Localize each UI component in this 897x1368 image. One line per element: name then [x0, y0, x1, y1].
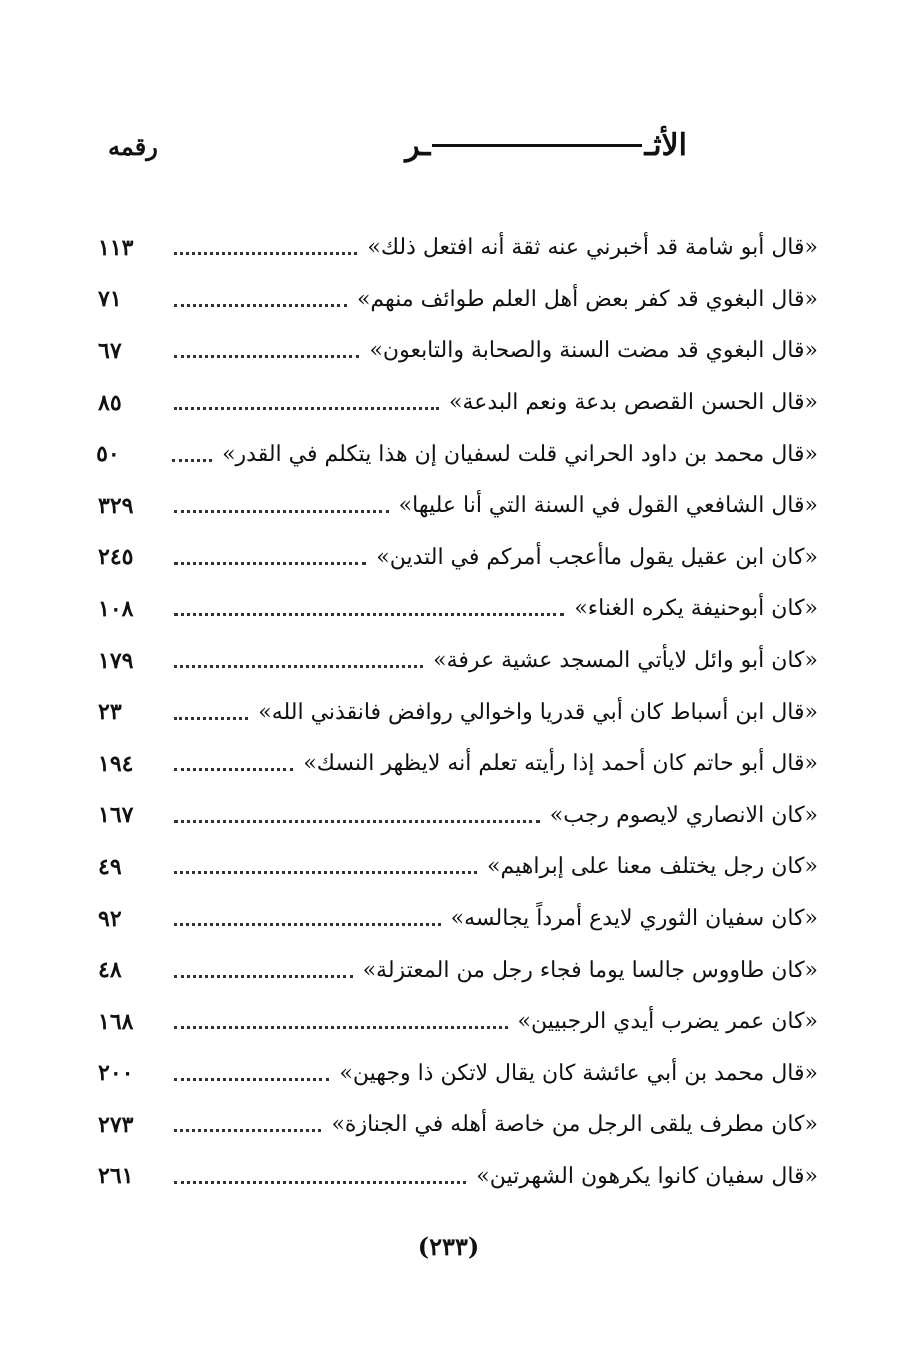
dot-leader [174, 252, 357, 255]
entry-text: «قال سفيان كانوا يكرهون الشهرتين» [476, 1163, 818, 1189]
entry-text: «كان طاووس جالسا يوما فجاء رجل من المعتزلة» [362, 957, 818, 983]
entry-text: «قال أبو حاتم كان أحمد إذا رأيته تعلم أنه لايظهر النسك» [303, 751, 818, 777]
dot-leader [174, 975, 353, 978]
index-entry [98, 480, 818, 532]
index-entry [98, 428, 818, 480]
entry-number: ١٩٤ [98, 750, 134, 777]
entry-text: «كان عمر يضرب أيدي الرجبيين» [517, 1009, 818, 1035]
entry-number: ٢٠٠ [98, 1060, 134, 1087]
index-entry [98, 686, 818, 738]
entry-number: ١٦٧ [98, 802, 134, 829]
index-entry [98, 893, 818, 945]
entry-number: ١٦٨ [98, 1008, 134, 1035]
column-title-end: ـر [405, 128, 431, 163]
index-entry [98, 1151, 818, 1203]
entry-number: ٧١ [98, 286, 122, 313]
kashida-stretch [432, 144, 642, 147]
dot-leader [174, 562, 366, 565]
entry-text: «قال محمد بن داود الحراني قلت لسفيان إن هذا يتكلم في القدر» [222, 441, 818, 467]
index-entry [98, 841, 818, 893]
dot-leader [174, 820, 540, 823]
column-title-athar [405, 128, 687, 163]
entry-number: ٢٣ [98, 699, 122, 726]
index-entry [98, 944, 818, 996]
entry-text: «كان مطرف يلقى الرجل من خاصة أهله في الجنازة» [331, 1112, 818, 1138]
page-header [100, 118, 797, 178]
dot-leader [172, 459, 212, 462]
dot-leader [174, 510, 389, 513]
index-entry [98, 325, 818, 377]
dot-leader [174, 665, 423, 668]
dot-leader [174, 1129, 321, 1132]
entry-number: ٦٧ [98, 337, 122, 364]
dot-leader [174, 871, 477, 874]
index-entry [98, 996, 818, 1048]
entry-number: ٢٧٣ [98, 1111, 134, 1138]
entry-text: «قال أبو شامة قد أخبرني عنه ثقة أنه افتعل ذلك» [367, 235, 818, 261]
entry-number: ٣٢٩ [98, 492, 134, 519]
entry-text: «قال البغوي قد مضت السنة والصحابة والتابعون» [369, 338, 818, 364]
page-number: (٢٣٣) [417, 1232, 480, 1261]
index-entry [98, 377, 818, 429]
entry-text: «قال الحسن القصص بدعة ونعم البدعة» [449, 390, 818, 416]
index-entry [98, 274, 818, 326]
dot-leader [174, 1078, 329, 1081]
index-entry [98, 222, 818, 274]
entry-text: «كان أبوحنيفة يكره الغناء» [574, 596, 818, 622]
entry-text: «كان سفيان الثوري لايدع أمرداً يجالسه» [450, 906, 818, 932]
entry-text: «قال ابن أسباط كان أبي قدريا واخوالي روافض فانقذني الله» [258, 699, 818, 725]
entry-number: ٤٩ [98, 853, 122, 880]
index-entry [98, 532, 818, 584]
dot-leader [174, 407, 439, 410]
entry-number: ١٠٨ [98, 595, 134, 622]
index-entry [98, 583, 818, 635]
index-entry [98, 1048, 818, 1100]
index-entry [98, 1099, 818, 1151]
entry-number: ٢٦١ [98, 1163, 134, 1190]
dot-leader [174, 355, 359, 358]
entry-text: «كان الانصاري لايصوم رجب» [549, 802, 818, 828]
entry-text: «كان ابن عقيل يقول ماأعجب أمركم في التدين» [376, 544, 818, 570]
entry-text: «قال البغوي قد كفر بعض أهل العلم طوائف منهم» [356, 286, 818, 312]
index-entry [98, 738, 818, 790]
entry-number: ٢٤٥ [98, 544, 134, 571]
index-entries-list [98, 222, 818, 1202]
column-title-start: الأثـ [644, 128, 687, 163]
dot-leader [174, 1026, 508, 1029]
dot-leader [174, 304, 347, 307]
dot-leader [174, 717, 248, 720]
dot-leader [174, 923, 441, 926]
entry-number: ١٧٩ [98, 647, 134, 674]
dot-leader [174, 613, 564, 616]
entry-text: «قال محمد بن أبي عائشة كان يقال لاتكن ذا وجهين» [339, 1060, 818, 1086]
index-entry [98, 790, 818, 842]
entry-text: «قال الشافعي القول في السنة التي أنا عليها» [398, 493, 818, 519]
entry-number: ٤٨ [98, 957, 122, 984]
entry-text: «كان أبو وائل لايأتي المسجد عشية عرفة» [433, 648, 818, 674]
dot-leader [174, 768, 293, 771]
column-title-number: رقمه [108, 132, 158, 161]
entry-number: ٨٥ [98, 389, 122, 416]
index-entry [98, 635, 818, 687]
entry-text: «كان رجل يختلف معنا على إبراهيم» [487, 854, 818, 880]
entry-number: ١١٣ [98, 234, 134, 261]
entry-number: ٥٠ [96, 441, 120, 468]
dot-leader [174, 1181, 466, 1184]
entry-number: ٩٢ [98, 905, 122, 932]
